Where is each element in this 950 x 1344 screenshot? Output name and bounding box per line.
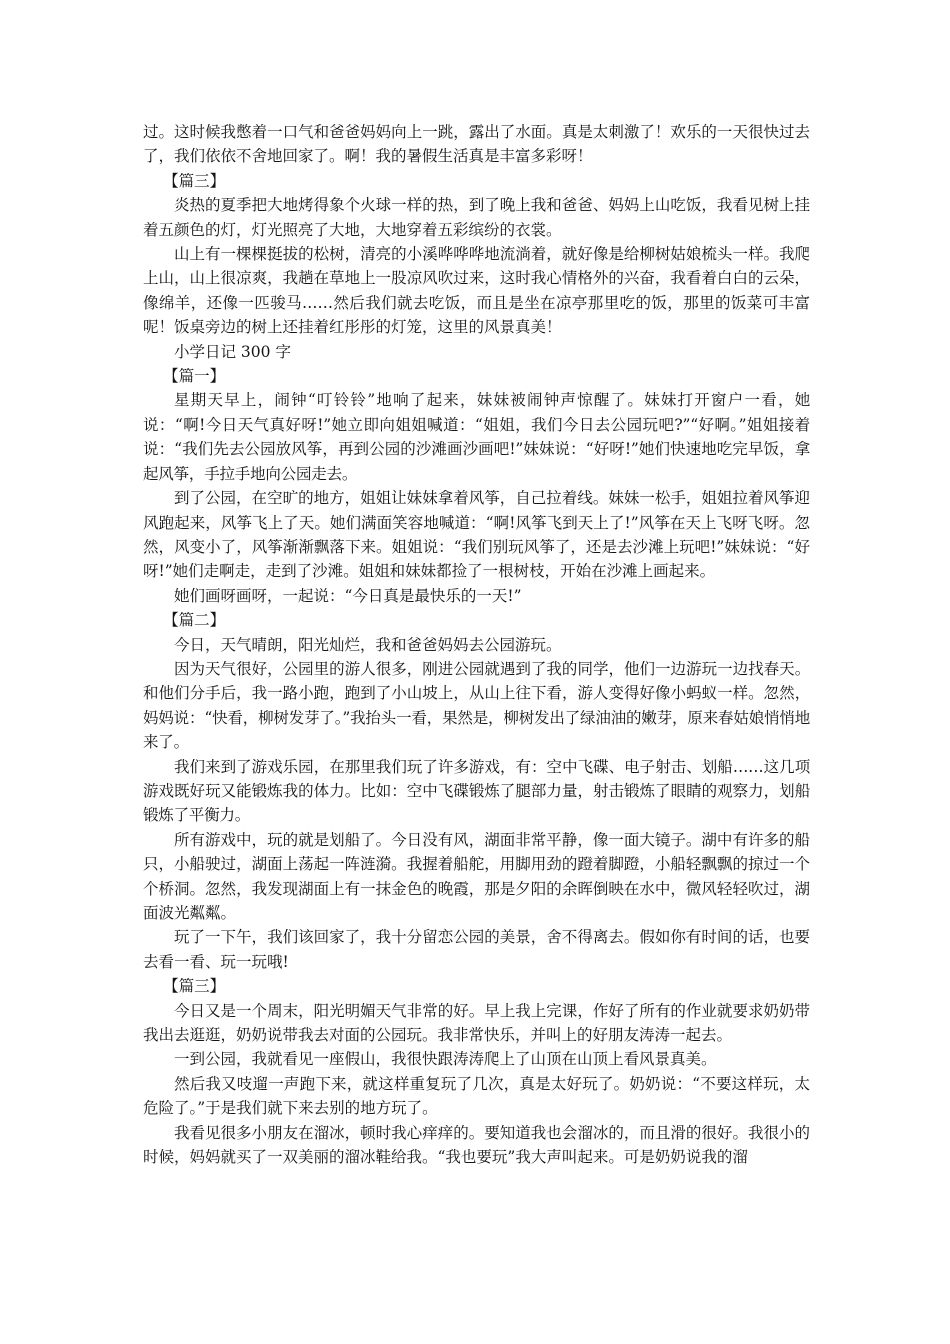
section-heading: 【篇三】: [163, 171, 226, 190]
paragraph: 我们来到了游戏乐园，在那里我们玩了许多游戏，有：空中飞碟、电子射击、划船……这几项游戏既好玩又能锻炼我的体力。比如：空中飞碟锻炼了腿部力量，射击锻炼了眼睛的观察力，划船锻炼了平衡力。: [143, 757, 810, 825]
paragraph: 炎热的夏季把大地烤得象个火球一样的热，到了晚上我和爸爸、妈妈上山吃饭，我看见树上挂着五颜色的灯，灯光照亮了大地，大地穿着五彩缤纷的衣裳。: [143, 196, 810, 239]
paragraph: 今日又是一个周末，阳光明媚天气非常的好。早上我上完课，作好了所有的作业就要求奶奶带我出去逛逛，奶奶说带我去对面的公园玩。我非常快乐，并叫上的好朋友涛涛一起去。: [143, 1001, 810, 1045]
paragraph: 星期天早上，闹钟“叮铃铃”地响了起来，妹妹被闹钟声惊醒了。妹妹打开窗户一看，她说：“啊!今日天气真好呀!”她立即向姐姐喊道：“姐姐，我们今日去公园玩吧?”“好啊。”姐姐接着说：“我们先去公园放风筝，再到公园的沙滩画沙画吧!”妹妹说：“好呀!”她们快速地吃完早饭，拿起风筝，手拉手地向公园走去。: [143, 391, 810, 483]
section-heading: 【篇一】: [163, 367, 226, 386]
paragraph: 所有游戏中，玩的就是划船了。今日没有风，湖面非常平静，像一面大镜子。湖中有许多的船只，小船驶过，湖面上荡起一阵涟漪。我握着船舵，用脚用劲的蹬着脚蹬，小船轻飘飘的掠过一个个桥洞。忽然，我发现湖面上有一抹金色的晚霞，那是夕阳的余晖倒映在水中，微风轻轻吹过，湖面波光粼粼。: [143, 830, 810, 922]
section-heading: 【篇二】: [163, 611, 226, 630]
paragraph: 到了公园，在空旷的地方，姐姐让妹妹拿着风筝，自己拉着线。妹妹一松手，姐姐拉着风筝迎风跑起来，风筝飞上了天。她们满面笑容地喊道：“啊!风筝飞到天上了!”风筝在天上飞呀飞呀。忽然，风变小了，风筝渐渐飘落下来。姐姐说：“我们别玩风筝了，还是去沙滩上玩吧!”妹妹说：“好呀!”她们走啊走，走到了沙滩。姐姐和妹妹都捡了一根树枝，开始在沙滩上画起来。: [143, 489, 810, 581]
paragraph: 山上有一棵棵挺拔的松树，清亮的小溪哗哗哗地流淌着，就好像是给柳树姑娘梳头一样。我爬上山，山上很凉爽，我趟在草地上一股凉风吹过来，这时我心情格外的兴奋，我看着白白的云朵，像绵羊，还像一匹骏马……然后我们就去吃饭，而且是坐在凉亭那里吃的饭，那里的饭菜可丰富呢！饭桌旁边的树上还挂着红彤彤的灯笼，这里的风景真美！: [143, 245, 810, 337]
paragraph: 我看见很多小朋友在溜冰，顿时我心痒痒的。要知道我也会溜冰的，而且滑的很好。我很小的时候，妈妈就买了一双美丽的溜冰鞋给我。“我也要玩”我大声叫起来。可是奶奶说我的溜: [143, 1123, 810, 1167]
document-title: 小学日记 300 字: [174, 342, 291, 361]
section-heading: 【篇三】: [163, 977, 226, 996]
paragraph-continuation: 过。这时候我憋着一口气和爸爸妈妈向上一跳，露出了水面。真是太刺激了！欢乐的一天很快过去了，我们依依不舍地回家了。啊！我的暑假生活真是丰富多彩呀！: [143, 123, 810, 166]
paragraph: 因为天气很好，公园里的游人很多，刚进公园就遇到了我的同学，他们一边游玩一边找春天。和他们分手后，我一路小跑，跑到了小山坡上，从山上往下看，游人变得好像小蚂蚁一样。忽然，妈妈说：“快看，柳树发芽了。”我抬头一看，果然是，柳树发出了绿油油的嫩芽，原来春姑娘悄悄地来了。: [143, 659, 810, 752]
document-page: [143, 120, 810, 1169]
paragraph: 一到公园，我就看见一座假山，我很快跟涛涛爬上了山顶在山顶上看风景真美。: [174, 1050, 717, 1069]
paragraph: 然后我又吱遛一声跑下来，就这样重复玩了几次，真是太好玩了。奶奶说：“不要这样玩，太危险了。”于是我们就下来去别的地方玩了。: [143, 1074, 810, 1118]
paragraph: 今日，天气晴朗，阳光灿烂，我和爸爸妈妈去公园游玩。: [174, 635, 562, 654]
paragraph: 玩了一下午，我们该回家了，我十分留恋公园的美景，舍不得离去。假如你有时间的话，也要去看一看、玩一玩哦!: [143, 928, 810, 971]
paragraph: 她们画呀画呀，一起说：“今日真是最快乐的一天!”: [174, 586, 522, 605]
